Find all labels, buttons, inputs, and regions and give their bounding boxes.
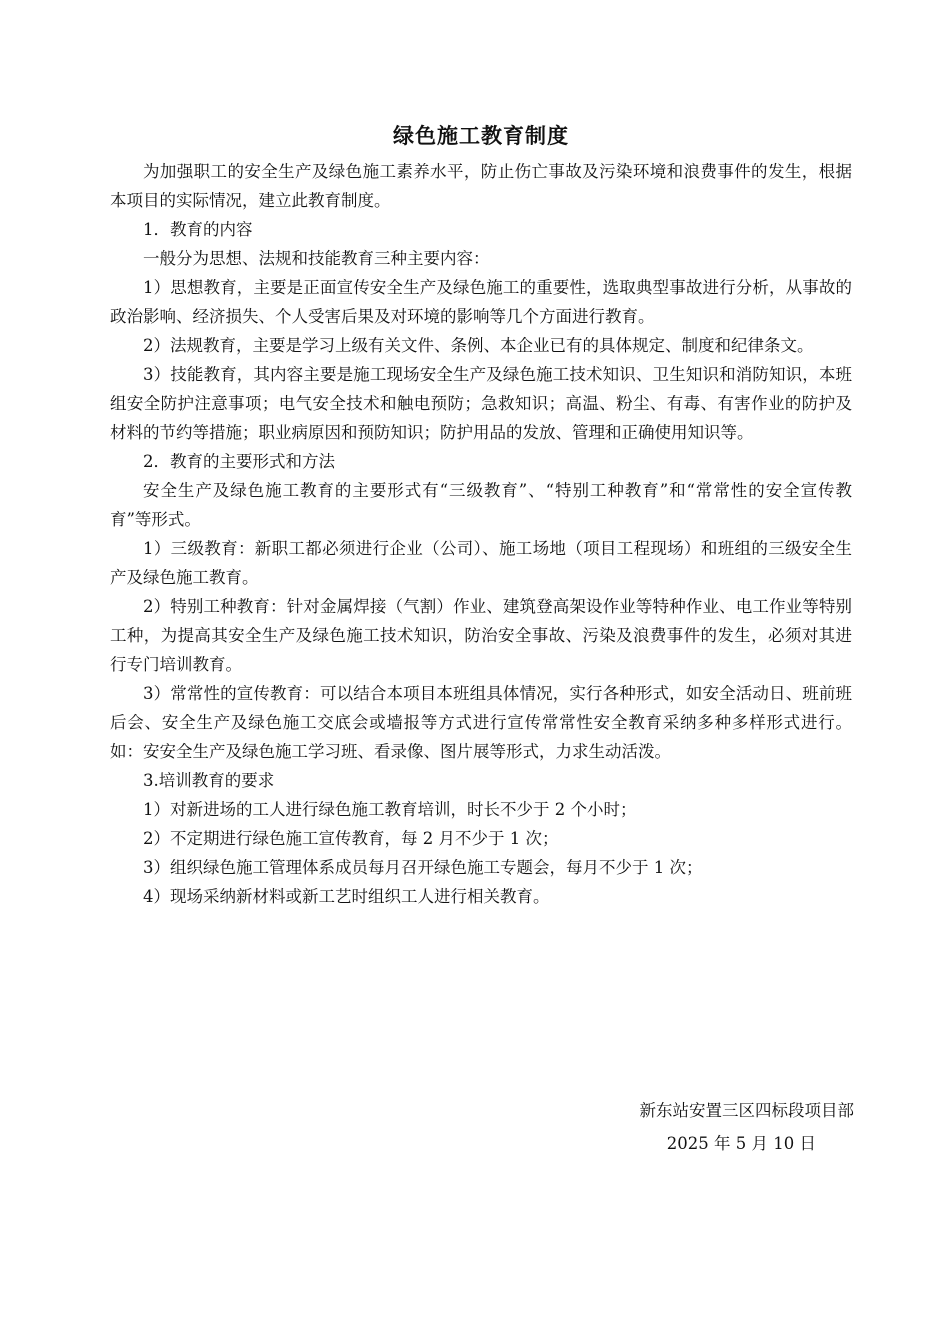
list-item-periodic-publicity: 2）不定期进行绿色施工宣传教育，每 2 月不少于 1 次；: [143, 829, 559, 848]
paragraph-content-overview: 一般分为思想、法规和技能教育三种主要内容：: [143, 249, 490, 268]
section-heading-content: 1．教育的内容: [143, 220, 253, 239]
list-item-monthly-meeting: 3）组织绿色施工管理体系成员每月召开绿色施工专题会，每月不少于 1 次；: [143, 858, 703, 877]
section-heading-forms: 2．教育的主要形式和方法: [143, 452, 335, 471]
signature-organization: 新东站安置三区四标段项目部: [639, 1101, 854, 1120]
document-title: 绿色施工教育制度: [393, 123, 569, 148]
list-item-ideology: 1）思想教育，主要是正面宣传安全生产及绿色施工的重要性，选取典型事故进行分析，从事故的政治影响、经济损失、个人受害后果及对环境的影响等几个方面进行教育。: [110, 278, 852, 326]
list-item-three-level: 1）三级教育：新职工都必须进行企业（公司）、施工场地（项目工程现场）和班组的三级安全生产及绿色施工教育。: [110, 539, 852, 587]
paragraph-forms-overview: 安全生产及绿色施工教育的主要形式有“三级教育”、“特别工种教育”和“常常性的安全宣传教育”等形式。: [110, 481, 852, 529]
signature-block: [640, 1094, 855, 1160]
signature-date: 2025 年 5 月 10 日: [666, 1134, 816, 1153]
list-item-skills: 3）技能教育，其内容主要是施工现场安全生产及绿色施工技术知识、卫生知识和消防知识，本班组安全防护注意事项；电气安全技术和触电预防；急救知识；高温、粉尘、有毒、有害作业的防护及材料的节约等措施；职业病原因和预防知识；防护用品的发放、管理和正确使用知识等。: [110, 365, 852, 442]
list-item-special-trades: 2）特别工种教育：针对金属焊接（气割）作业、建筑登高架设作业等特种作业、电工作业等特别工种，为提高其安全生产及绿色施工技术知识，防治安全事故、污染及浪费事件的发生，必须对其进行专门培训教育。: [110, 597, 852, 674]
document-body: [110, 118, 852, 911]
list-item-new-worker-training: 1）对新进场的工人进行绿色施工教育培训，时长不少于 2 个小时；: [143, 800, 637, 819]
list-item-regular-publicity: 3）常常性的宣传教育：可以结合本项目本班组具体情况，实行各种形式，如安全活动日、班前班后会、安全生产及绿色施工交底会或墙报等方式进行宣传常常性安全教育采纳多种多样形式进行。如：安安全生产及绿色施工学习班、看录像、图片展等形式，力求生动活泼。: [110, 684, 852, 761]
section-heading-requirements: 3.培训教育的要求: [143, 771, 275, 790]
list-item-regulation: 2）法规教育，主要是学习上级有关文件、条例、本企业已有的具体规定、制度和纪律条文。: [143, 336, 814, 355]
paragraph-intro: 为加强职工的安全生产及绿色施工素养水平，防止伤亡事故及污染环境和浪费事件的发生，根据本项目的实际情况，建立此教育制度。: [110, 162, 852, 210]
list-item-new-materials: 4）现场采纳新材料或新工艺时组织工人进行相关教育。: [143, 887, 550, 906]
